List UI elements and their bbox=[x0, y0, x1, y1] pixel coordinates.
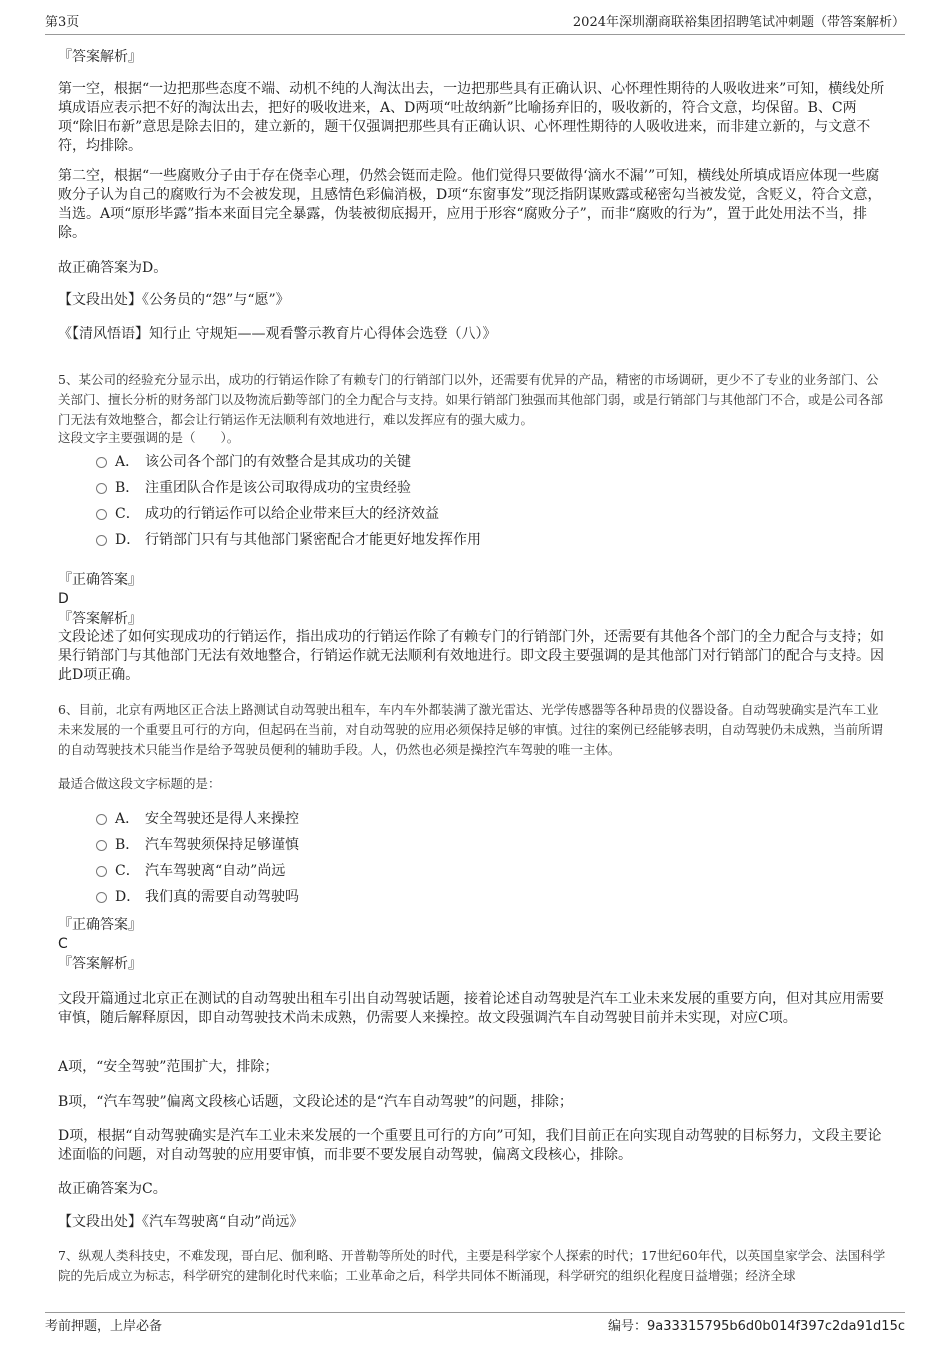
radio-icon[interactable] bbox=[96, 892, 107, 903]
q6-option-d[interactable] bbox=[96, 887, 299, 907]
q4-analysis-label: 『答案解析』 bbox=[58, 49, 142, 65]
q6-question: 最适合做这段文字标题的是： bbox=[58, 776, 221, 791]
radio-icon[interactable] bbox=[96, 535, 107, 546]
option-letter: B． bbox=[115, 480, 140, 496]
radio-icon[interactable] bbox=[96, 457, 107, 468]
page-header bbox=[45, 14, 905, 35]
q5-option-c[interactable] bbox=[96, 504, 439, 524]
q6-analysis-a: A项，“安全驾驶”范围扩大，排除； bbox=[58, 1059, 279, 1075]
option-letter: D． bbox=[115, 532, 141, 548]
q4-related-link[interactable]: 《【清风悟语】知行止 守规矩——观看警示教育片心得体会选登（八）》 bbox=[58, 326, 497, 342]
radio-icon[interactable] bbox=[96, 866, 107, 877]
radio-icon[interactable] bbox=[96, 483, 107, 494]
page-number: 第3页 bbox=[45, 15, 80, 30]
q4-source: 【文段出处】《公务员的“怨”与“愿”》 bbox=[58, 292, 290, 308]
q6-analysis-main: 文段开篇通过北京正在测试的自动驾驶出租车引出自动驾驶话题，接着论述自动驾驶是汽车工业未来发展的重要方向，但对其应用需要审慎，随后解释原因，即自动驾驶技术尚未成熟，仍需要人来操控。故文段强调汽车自动驾驶目前并未实现，对应C项。 bbox=[58, 991, 884, 1026]
q5-option-d[interactable] bbox=[96, 530, 481, 550]
option-text: 安全驾驶还是得人来操控 bbox=[145, 811, 299, 827]
option-text: 成功的行销运作可以给企业带来巨大的经济效益 bbox=[145, 506, 439, 522]
q6-stem: 6、目前，北京有两地区正合法上路测试自动驾驶出租车，车内车外都装满了激光雷达、光学传感器等各种昂贵的仪器设备。自动驾驶确实是汽车工业未来发展的一个重要且可行的方向，但起码在当前，对自动驾驶的应用必须保持足够的审慎。过往的案例已经能够表明，自动驾驶仍未成熟，当前所谓的自动驾驶技术只能当作是给予驾驶员便利的辅助手段。人，仍然也必须是操控汽车驾驶的唯一主体。 bbox=[58, 702, 884, 757]
q5-option-b[interactable] bbox=[96, 478, 411, 498]
document-title: 2024年深圳潮商联裕集团招聘笔试冲刺题（带答案解析） bbox=[572, 15, 905, 30]
q4-analysis-para1: 第一空，根据“一边把那些态度不端、动机不纯的人淘汰出去，一边把那些具有正确认识、心怀理性期待的人吸收进来”可知，横线处所填成语应表示把不好的淘汰出去，把好的吸收进来，A、D两项“吐故纳新”比喻扬弃旧的，吸收新的，符合文意，均保留。B、C两项“除旧布新”意思是除去旧的，建立新的，题干仅强调把那些具有正确认识、心怀理性期待的人吸收进来，而非建立新的，与文意不符，均排除。 bbox=[58, 81, 885, 154]
option-text: 行销部门只有与其他部门紧密配合才能更好地发挥作用 bbox=[145, 532, 481, 548]
q5-question: 这段文字主要强调的是（ ）。 bbox=[58, 430, 240, 445]
option-letter: C． bbox=[115, 863, 140, 879]
option-letter: A． bbox=[115, 811, 140, 827]
q6-analysis-label: 『答案解析』 bbox=[58, 956, 142, 972]
q6-option-a[interactable] bbox=[96, 809, 299, 829]
document-code bbox=[608, 1317, 905, 1337]
footer-slogan: 考前押题，上岸必备 bbox=[45, 1319, 163, 1334]
q5-analysis: 文段论述了如何实现成功的行销运作，指出成功的行销运作除了有赖专门的行销部门外，还需要有其他各个部门的全力配合与支持；如果行销部门与其他部门无法有效地整合，行销运作就无法顺利有效地进行。即文段主要强调的是其他部门对行销部门的配合与支持。因此D项正确。 bbox=[58, 629, 884, 683]
option-text: 汽车驾驶须保持足够谨慎 bbox=[145, 837, 299, 853]
page-footer bbox=[45, 1312, 905, 1335]
q6-conclusion: 故正确答案为C。 bbox=[58, 1181, 167, 1197]
q5-analysis-label: 『答案解析』 bbox=[58, 611, 142, 627]
radio-icon[interactable] bbox=[96, 840, 107, 851]
option-text: 汽车驾驶离“自动”尚远 bbox=[145, 863, 286, 879]
q6-answer: C bbox=[58, 936, 68, 952]
radio-icon[interactable] bbox=[96, 814, 107, 825]
radio-icon[interactable] bbox=[96, 509, 107, 520]
q6-source: 【文段出处】《汽车驾驶离“自动”尚远》 bbox=[58, 1214, 304, 1230]
q6-analysis-d: D项，根据“自动驾驶确实是汽车工业未来发展的一个重要且可行的方向”可知，我们目前正在向实现自动驾驶的目标努力，文段主要论述面临的问题，对自动驾驶的应用要审慎，而非要不要发展自动驾驶，偏离文段核心，排除。 bbox=[58, 1128, 882, 1163]
q5-stem: 5、某公司的经验充分显示出，成功的行销运作除了有赖专门的行销部门以外，还需要有优异的产品，精密的市场调研，更少不了专业的业务部门、公关部门、擅长分析的财务部门以及物流后勤等部门的全力配合与支持。如果行销部门独强而其他部门弱，或是行销部门与其他部门不合，或是公司各部门无法有效地整合，都会让行销运作无法顺利有效地进行，难以发挥应有的强大威力。 bbox=[58, 372, 884, 427]
q6-option-b[interactable] bbox=[96, 835, 299, 855]
option-text: 该公司各个部门的有效整合是其成功的关键 bbox=[145, 454, 411, 470]
q4-analysis-para2: 第二空，根据“一些腐败分子由于存在侥幸心理，仍然会铤而走险。他们觉得只要做得‘滴水不漏’”可知，横线处所填成语应体现一些腐败分子认为自己的腐败行为不会被发现，且感情色彩偏消极，D项“东窗事发”现泛指阴谋败露或秘密勾当被发觉，含贬义，符合文意，当选。A项“原形毕露”指本来面目完全暴露，伪装被彻底揭开，应用于形容“腐败分子”，而非“腐败的行为”，置于此处用法不当，排除。 bbox=[58, 168, 882, 241]
option-letter: C． bbox=[115, 506, 140, 522]
q7-stem: 7、纵观人类科技史，不难发现，哥白尼、伽利略、开普勒等所处的时代，主要是科学家个人探索的时代；17世纪60年代，以英国皇家学会、法国科学院的先后成立为标志，科学研究的建制化时代来临；工业革命之后，科学共同体不断涌现，科学研究的组织化程度日益增强；经济全球 bbox=[58, 1248, 886, 1283]
q6-analysis-b: B项，“汽车驾驶”偏离文段核心话题，文段论述的是“汽车自动驾驶”的问题，排除； bbox=[58, 1094, 573, 1110]
q6-option-c[interactable] bbox=[96, 861, 285, 881]
option-text: 注重团队合作是该公司取得成功的宝贵经验 bbox=[145, 480, 411, 496]
q4-conclusion: 故正确答案为D。 bbox=[58, 260, 168, 276]
option-letter: A． bbox=[115, 454, 140, 470]
option-text: 我们真的需要自动驾驶吗 bbox=[145, 889, 299, 905]
option-letter: B． bbox=[115, 837, 140, 853]
code-label: 编号： bbox=[607, 1319, 647, 1334]
q5-answer: D bbox=[58, 591, 69, 607]
q6-answer-label: 『正确答案』 bbox=[58, 917, 142, 933]
option-letter: D． bbox=[115, 889, 141, 905]
code-value: 9a33315795b6d0b014f397c2da91d15c bbox=[646, 1319, 905, 1334]
q5-answer-label: 『正确答案』 bbox=[58, 572, 142, 588]
q5-option-a[interactable] bbox=[96, 452, 411, 472]
